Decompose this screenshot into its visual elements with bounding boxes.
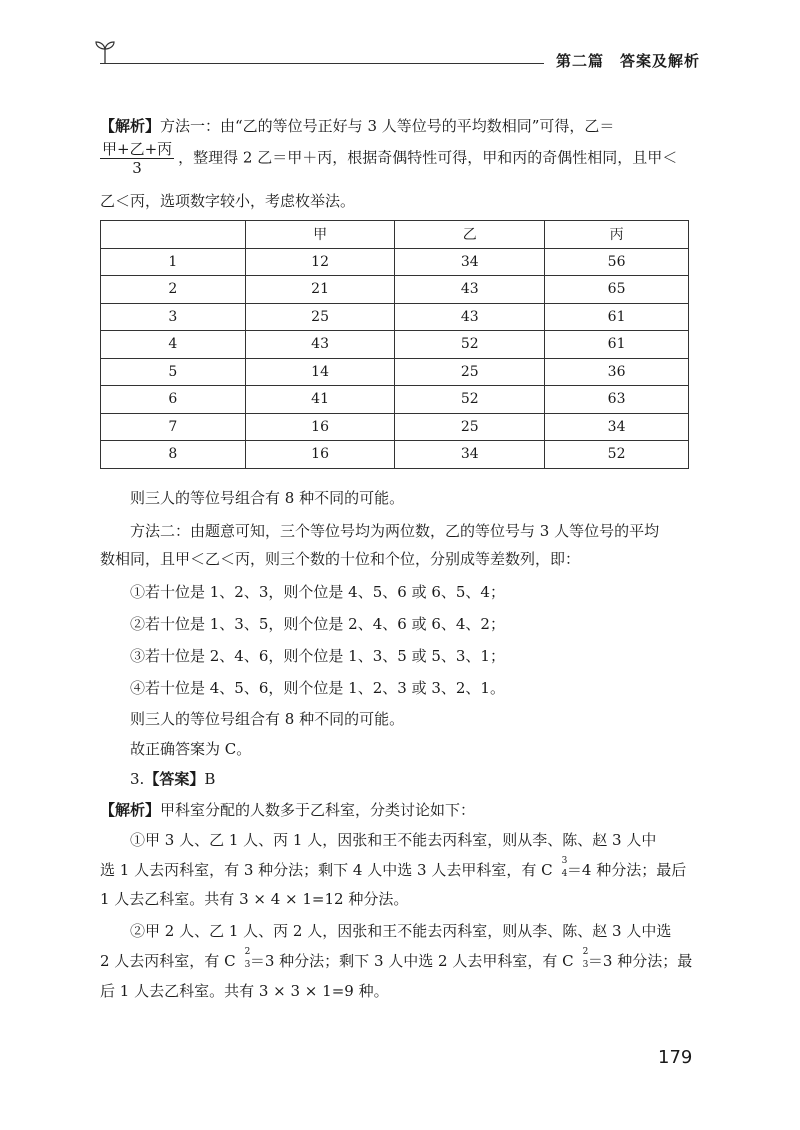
header-title: 第二篇 答案及解析: [556, 52, 701, 70]
table-cell: 34: [395, 441, 545, 469]
table-cell: 52: [395, 386, 545, 414]
paragraph-p3: 则三人的等位号组合有 8 种不同的可能。: [130, 710, 405, 728]
table-row: [101, 413, 689, 441]
table-cell: 14: [245, 358, 395, 386]
table-cell: 7: [101, 413, 246, 441]
scenario-1a: ①甲 3 人、乙 1 人、丙 1 人，因张和王不能去丙科室，则从李、陈、赵 3 人中: [130, 831, 657, 849]
table-cell: 43: [395, 276, 545, 304]
answer-label: 【答案】: [144, 770, 205, 788]
case-4: ④若十位是 4、5、6，则个位是 1、2、3 或 3、2、1。: [130, 679, 505, 697]
table-cell: 56: [545, 248, 689, 276]
paragraph-p2a: 方法二：由题意可知，三个等位号均为两位数，乙的等位号与 3 人等位号的平均: [130, 522, 660, 540]
table-header-cell: [101, 221, 246, 249]
table-row: [101, 358, 689, 386]
scenario-2b-text-2: ＝3 种分法；剩下 3 人中选 2 人去甲科室，有 C: [249, 952, 574, 970]
paragraph-p1: 则三人的等位号组合有 8 种不同的可能。: [130, 489, 405, 507]
combination-sup: 2: [582, 947, 589, 957]
scenario-2b-text-3: ＝3 种分法；最: [587, 952, 693, 970]
table-row: [101, 386, 689, 414]
table-cell: 6: [101, 386, 246, 414]
scenario-2b-text: 2 人去丙科室，有 C: [100, 952, 236, 970]
table-cell: 4: [101, 331, 246, 359]
intro-line-2: [100, 140, 677, 177]
combination-sub: 3: [582, 960, 589, 970]
fraction-denominator: 3: [132, 159, 142, 177]
table-cell: 1: [101, 248, 246, 276]
question-number: 3.: [130, 770, 145, 788]
page-number: 179: [658, 1047, 693, 1068]
fraction: [100, 140, 174, 177]
table-cell: 2: [101, 276, 246, 304]
intro-text-2: ，整理得 2 乙＝甲＋丙，根据奇偶特性可得，甲和丙的奇偶性相同，且甲＜: [178, 148, 678, 167]
table-row: [101, 331, 689, 359]
intro-line-1: [100, 115, 614, 136]
combination-symbol: [553, 856, 568, 879]
case-3: ③若十位是 2、4、6，则个位是 1、3、5 或 5、3、1；: [130, 647, 505, 665]
case-1: ①若十位是 1、2、3，则个位是 4、5、6 或 6、5、4；: [130, 583, 505, 601]
analysis-text: 甲科室分配的人数多于乙科室，分类讨论如下：: [160, 801, 476, 819]
table-row: [101, 441, 689, 469]
analysis-label-2: 【解析】: [100, 801, 161, 819]
table-row: [101, 303, 689, 331]
table-cell: 61: [545, 303, 689, 331]
enumeration-table: [100, 220, 689, 469]
table-cell: 3: [101, 303, 246, 331]
table-header-cell: 乙: [395, 221, 545, 249]
table-header-cell: 甲: [245, 221, 395, 249]
table-cell: 65: [545, 276, 689, 304]
table-row: [101, 248, 689, 276]
scenario-2b: [100, 947, 693, 971]
table-cell: 21: [245, 276, 395, 304]
paragraph-p2b: 数相同，且甲＜乙＜丙，则三个数的十位和个位，分别成等差数列，即：: [100, 550, 581, 568]
table-cell: 5: [101, 358, 246, 386]
intro-line-3: 乙＜丙，选项数字较小，考虑枚举法。: [100, 192, 356, 210]
table-cell: 43: [395, 303, 545, 331]
paragraph-p4: 故正确答案为 C。: [130, 740, 252, 758]
table-cell: 34: [545, 413, 689, 441]
answer-value: B: [204, 770, 216, 788]
scenario-1b-text-2: ＝4 种分法；最后: [566, 861, 687, 879]
intro-text-1: 方法一：由“乙的等位号正好与 3 人等位号的平均数相同”可得，乙＝: [160, 117, 615, 135]
table-cell: 12: [245, 248, 395, 276]
table-cell: 34: [395, 248, 545, 276]
table-header-cell: 丙: [545, 221, 689, 249]
table-cell: 41: [245, 386, 395, 414]
table-cell: 16: [245, 441, 395, 469]
combination-sub: 3: [244, 960, 251, 970]
table-cell: 16: [245, 413, 395, 441]
combination-symbol: [236, 947, 251, 970]
combination-sup: 2: [244, 947, 251, 957]
analysis-label: 【解析】: [100, 117, 161, 135]
table-cell: 52: [545, 441, 689, 469]
question-3-answer: [130, 768, 215, 789]
sprout-icon: [90, 36, 120, 66]
combination-symbol: [574, 947, 589, 970]
scenario-1b-text: 选 1 人去丙科室，有 3 种分法；剩下 4 人中选 3 人去甲科室，有 C: [100, 861, 553, 879]
header-rule: [100, 63, 544, 64]
table-cell: 61: [545, 331, 689, 359]
scenario-1b: [100, 856, 687, 880]
scenario-2c: 后 1 人去乙科室。共有 3 × 3 × 1=9 种。: [100, 982, 389, 1000]
scenario-1c: 1 人去乙科室。共有 3 × 4 × 1=12 种分法。: [100, 890, 409, 908]
table-cell: 43: [245, 331, 395, 359]
table-cell: 52: [395, 331, 545, 359]
combination-sup: 3: [561, 856, 568, 866]
fraction-numerator: 甲+乙+丙: [102, 140, 173, 158]
table-header-row: [101, 221, 689, 249]
table-cell: 63: [545, 386, 689, 414]
case-2: ②若十位是 1、3、5，则个位是 2、4、6 或 6、4、2；: [130, 615, 505, 633]
table-cell: 25: [395, 413, 545, 441]
table-cell: 8: [101, 441, 246, 469]
table-cell: 36: [545, 358, 689, 386]
table-cell: 25: [245, 303, 395, 331]
table-cell: 25: [395, 358, 545, 386]
analysis-line: [100, 799, 475, 820]
scenario-2a: ②甲 2 人、乙 1 人、丙 2 人，因张和王不能去丙科室，则从李、陈、赵 3 人中选: [130, 922, 672, 940]
table-row: [101, 276, 689, 304]
combination-sub: 4: [561, 869, 568, 879]
